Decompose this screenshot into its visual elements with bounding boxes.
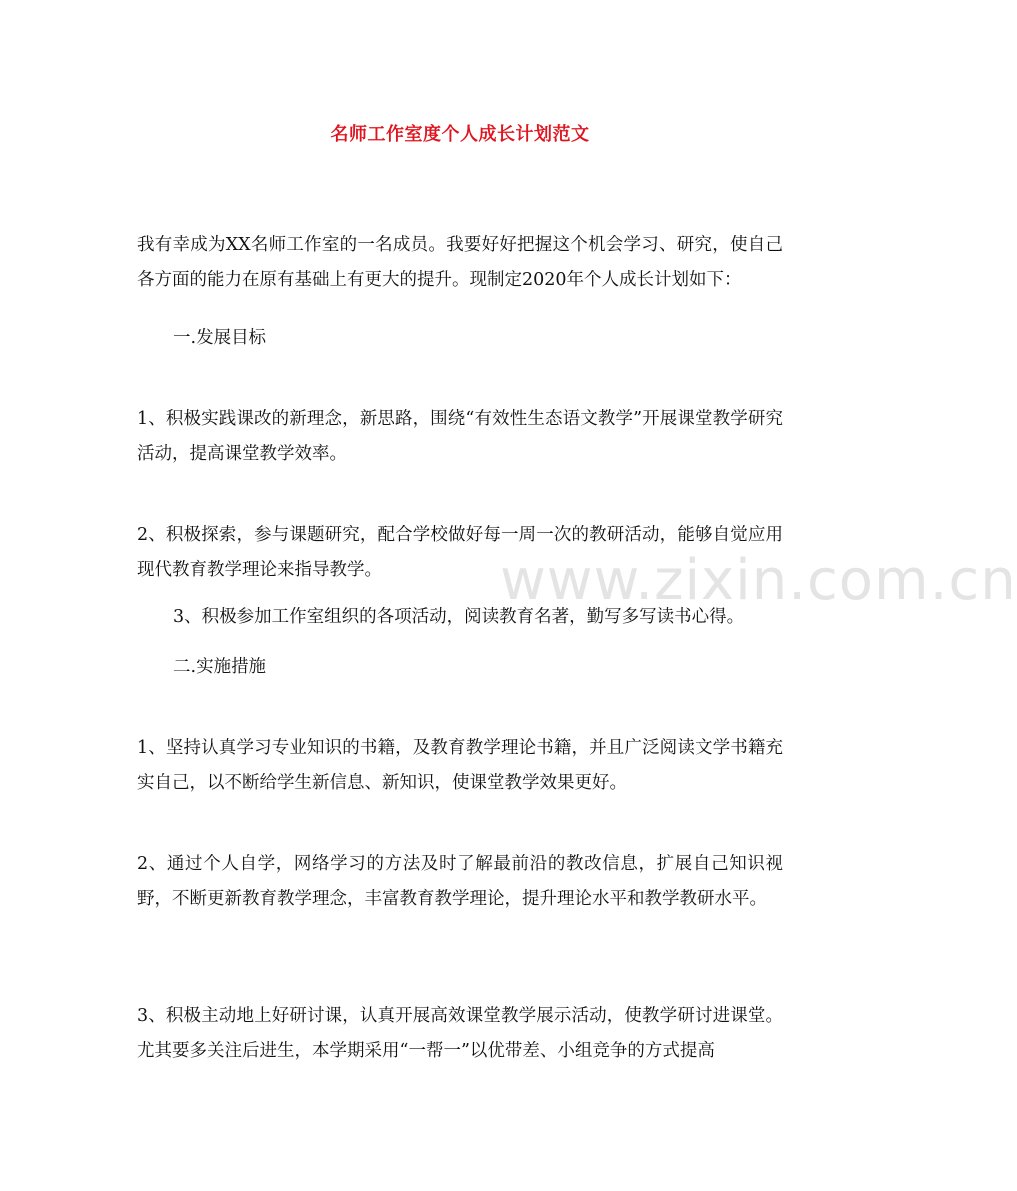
intro-paragraph: 我有幸成为XX名师工作室的一名成员。我要好好把握这个机会学习、研究，使自己各方面的能力在原有基础上有更大的提升。现制定2020年个人成长计划如下： [137, 235, 783, 290]
measure-item-1: 1、坚持认真学习专业知识的书籍，及教育教学理论书籍，并且广泛阅读文学书籍充实自己，以不断给学生新信息、新知识，使课堂教学效果更好。 [137, 738, 783, 793]
goal-item-3: 3、积极参加工作室组织的各项活动，阅读教育名著，勤写多写读书心得。 [173, 607, 745, 627]
section-heading-measures: 二.实施措施 [173, 657, 267, 677]
section-heading-goals: 一.发展目标 [173, 328, 267, 348]
measure-item-3: 3、积极主动地上好研讨课，认真开展高效课堂教学展示活动，使教学研讨进课堂。尤其要多关注后进生，本学期采用“一帮一”以优带差、小组竞争的方式提高 [137, 1006, 783, 1061]
site-watermark: www.zixin.com.cn [500, 548, 1017, 613]
document-title: 名师工作室度个人成长计划范文 [330, 124, 590, 145]
goal-item-1: 1、积极实践课改的新理念，新思路，围绕“有效性生态语文教学”开展课堂教学研究活动，提高课堂教学效率。 [137, 409, 783, 464]
measure-item-2: 2、通过个人自学，网络学习的方法及时了解最前沿的教改信息，扩展自己知识视野，不断更新教育教学理念，丰富教育教学理论，提升理论水平和教学教研水平。 [137, 854, 783, 909]
goal-item-2: 2、积极探索，参与课题研究，配合学校做好每一周一次的教研活动，能够自觉应用现代教育教学理论来指导教学。 [137, 525, 783, 580]
